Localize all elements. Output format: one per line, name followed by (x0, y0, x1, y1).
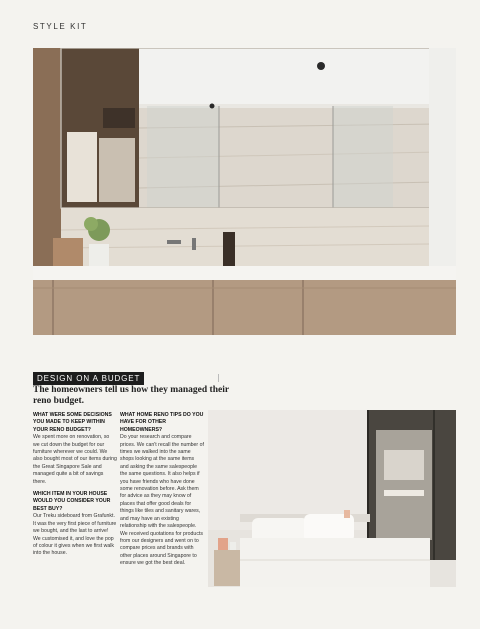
question: WHAT HOME RENO TIPS DO YOU HAVE FOR OTHER HOMEOWNERS? (120, 412, 204, 433)
section-badge: DESIGN ON A BUDGET (33, 372, 144, 385)
question: WHAT WERE SOME DECISIONS YOU MADE TO KEEP WITHIN YOUR RENO BUDGET? (33, 412, 112, 433)
column-divider (218, 374, 219, 382)
answer: Our Treku sideboard from Grafunkt. It was the very first piece of furniture we bought, and the last to arrive! We customised it, and love the pop of colour it gives when we first walk into the house. (33, 513, 117, 557)
question: WHICH ITEM IN YOUR HOUSE WOULD YOU CONSIDER YOUR BEST BUY? (33, 491, 111, 512)
page-kicker: STYLE KIT (33, 22, 88, 31)
answer: We spent more on renovation, so we cut down the budget for our furniture wherever we could. We also bought most of our items during the Great Singapore Sale and managed quite a bit of savings there. (33, 434, 117, 485)
bedroom-photo (208, 410, 456, 587)
qa-column-1 (33, 412, 117, 563)
section-deck: The homeowners tell us how they managed their reno budget. (33, 385, 229, 406)
bathroom-vanity-photo (33, 48, 456, 335)
qa-column-2 (120, 412, 204, 573)
answer: Do your research and compare prices. We can't recall the number of times we walked into the same shops looking at the same items and asking the same salespeople the same questions. It also helps if you have friends who have done some renovation before. Ask them for advice as they may know of places that offer good deals for things like tiles and sanitary wares, and may have an existing relationship with the salespeople. We received quotations for products from our designers and went on to compare prices and brands with other places around Singapore to ensure we got the best deal. (120, 434, 204, 567)
